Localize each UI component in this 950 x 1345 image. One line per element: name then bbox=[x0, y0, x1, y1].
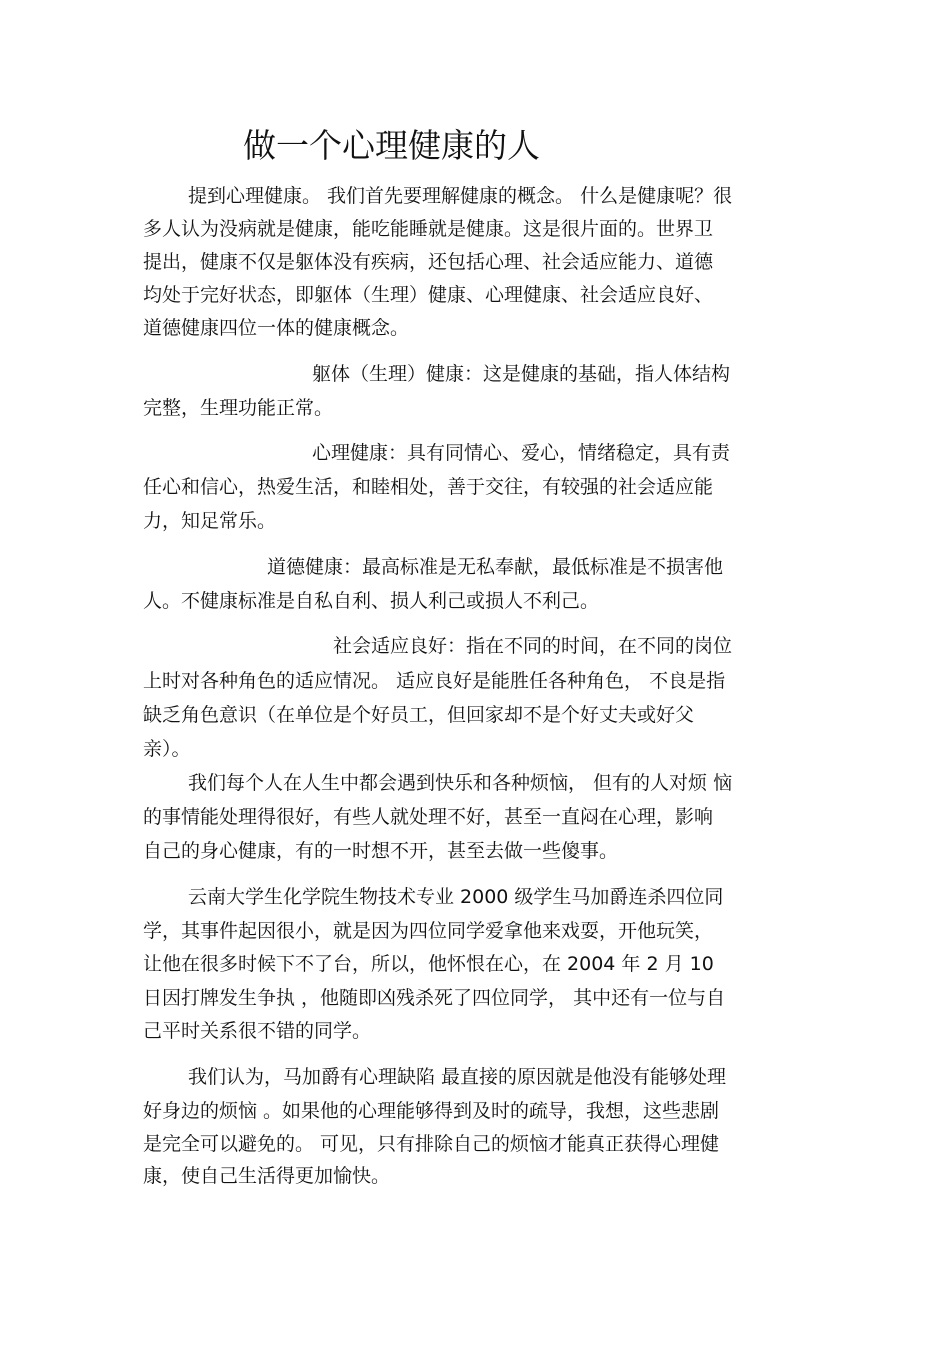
text-line-8: 心理健康：具有同情心、爱心，情绪稳定，具有责 bbox=[312, 442, 731, 464]
text-line-11: 道德健康：最高标准是无私奉献，最低标准是不损害他 bbox=[267, 556, 724, 578]
text-line-16: 亲）。 bbox=[143, 738, 191, 760]
text-line-26: 好身边的烦恼 。如果他的心理能够得到及时的疏导，我想，这些悲剧 bbox=[143, 1100, 720, 1122]
text-line-6: 躯体（生理）健康：这是健康的基础，指人体结构 bbox=[312, 363, 731, 385]
text-line-4: 均处于完好状态，即躯体（生理）健康、心理健康、社会适应良好、 bbox=[143, 284, 714, 306]
text-line-12: 人。不健康标准是自私自利、损人利己或损人不利己。 bbox=[143, 590, 600, 612]
text-line-9: 任心和信心，热爱生活，和睦相处，善于交往，有较强的社会适应能 bbox=[143, 476, 714, 498]
text-line-17: 我们每个人在人生中都会遇到快乐和各种烦恼， 但有的人对烦 恼 bbox=[188, 772, 733, 794]
text-line-3: 提出，健康不仅是躯体没有疾病，还包括心理、社会适应能力、道德 bbox=[143, 251, 714, 273]
text-line-5: 道德健康四位一体的健康概念。 bbox=[143, 317, 410, 339]
text-line-25: 我们认为，马加爵有心理缺陷 最直接的原因就是他没有能够处理 bbox=[188, 1066, 727, 1088]
text-line-22: 让他在很多时候下不了台，所以，他怀恨在心，在 2004 年 2 月 10 bbox=[143, 953, 714, 975]
text-line-19: 自己的身心健康，有的一时想不开，甚至去做一些傻事。 bbox=[143, 840, 619, 862]
text-line-24: 己平时关系很不错的同学。 bbox=[143, 1020, 372, 1042]
text-line-14: 上时对各种角色的适应情况。 适应良好是能胜任各种角色， 不良是指 bbox=[143, 670, 726, 692]
document-title: 做一个心理健康的人 bbox=[243, 126, 540, 165]
text-line-23: 日因打牌发生争执 ，他随即凶残杀死了四位同学， 其中还有一位与自 bbox=[143, 987, 726, 1009]
text-line-18: 的事情能处理得很好，有些人就处理不好，甚至一直闷在心理，影响 bbox=[143, 806, 714, 828]
text-line-27: 是完全可以避免的。 可见，只有排除自己的烦恼才能真正获得心理健 bbox=[143, 1133, 720, 1155]
text-line-7: 完整，生理功能正常。 bbox=[143, 397, 334, 419]
text-line-1: 提到心理健康。 我们首先要理解健康的概念。 什么是健康呢？很 bbox=[188, 185, 733, 207]
text-line-13: 社会适应良好：指在不同的时间，在不同的岗位 bbox=[333, 635, 733, 657]
text-line-2: 多人认为没病就是健康，能吃能睡就是健康。这是很片面的。世界卫 bbox=[143, 218, 714, 240]
text-line-20: 云南大学生化学院生物技术专业 2000 级学生马加爵连杀四位同 bbox=[188, 886, 724, 908]
text-line-15: 缺乏角色意识（在单位是个好员工，但回家却不是个好丈夫或好父 bbox=[143, 704, 695, 726]
text-line-28: 康，使自己生活得更加愉快。 bbox=[143, 1165, 391, 1187]
text-line-21: 学，其事件起因很小，就是因为四位同学爱拿他来戏耍，开他玩笑， bbox=[143, 920, 714, 942]
text-line-10: 力，知足常乐。 bbox=[143, 510, 277, 532]
